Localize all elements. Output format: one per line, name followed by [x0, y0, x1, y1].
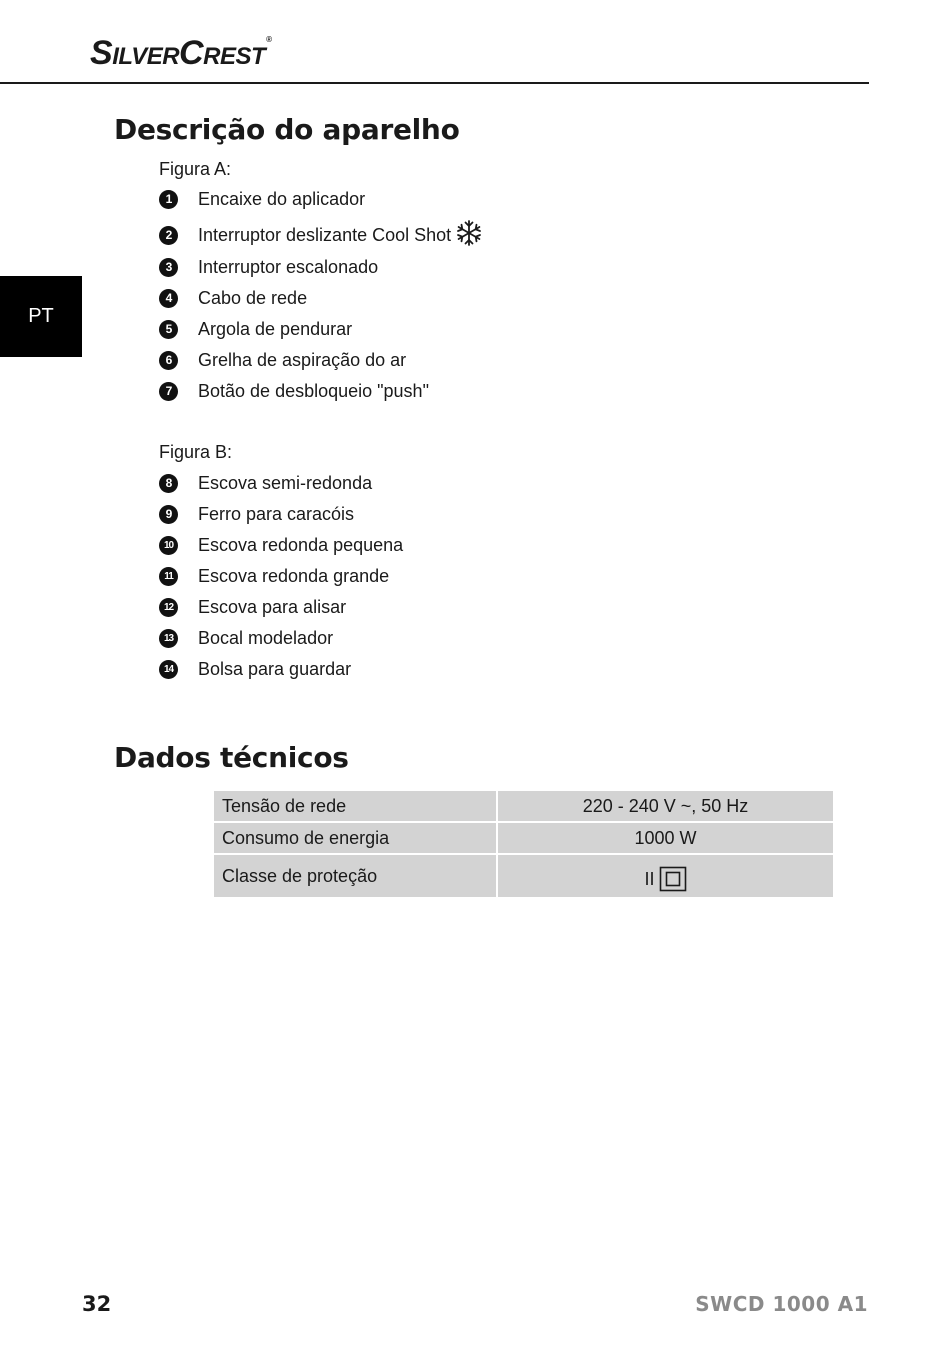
list-item	[159, 380, 429, 402]
list-item	[159, 534, 403, 556]
list-item	[159, 472, 372, 494]
spec-key: Consumo de energia	[213, 822, 497, 854]
header-rule	[0, 82, 869, 84]
list-item	[159, 256, 378, 278]
item-number-badge: 2	[159, 226, 178, 245]
model-number: SWCD 1000 A1	[695, 1292, 868, 1316]
list-item	[159, 224, 483, 246]
item-number-badge: 8	[159, 474, 178, 493]
section-title-tech: Dados técnicos	[114, 741, 349, 774]
brand-logo: SILVERCREST®	[90, 34, 272, 72]
item-number-badge: 5	[159, 320, 178, 339]
table-row	[213, 854, 834, 898]
spec-value: 220 - 240 V ~, 50 Hz	[497, 790, 834, 822]
item-label: Escova para alisar	[198, 596, 347, 617]
item-label: Argola de pendurar	[198, 318, 353, 339]
language-tab	[0, 276, 82, 357]
table-row	[213, 822, 834, 854]
item-label: Escova redonda grande	[198, 565, 390, 586]
snowflake-icon	[455, 219, 483, 251]
language-code: PT	[28, 305, 54, 327]
item-label: Grelha de aspiração do ar	[198, 349, 407, 370]
item-number-badge: 10	[159, 536, 178, 555]
tech-specs-table	[212, 789, 835, 899]
item-label: Encaixe do aplicador	[198, 188, 366, 209]
item-number-badge: 12	[159, 598, 178, 617]
list-item	[159, 658, 351, 680]
item-number-badge: 1	[159, 190, 178, 209]
item-number-badge: 6	[159, 351, 178, 370]
item-label: Interruptor deslizante Cool Shot	[198, 224, 452, 245]
list-item	[159, 349, 406, 371]
double-insulation-icon	[659, 866, 687, 892]
figure-b-caption: Figura B:	[159, 442, 233, 462]
page-number: 32	[82, 1292, 112, 1316]
list-item	[159, 627, 333, 649]
item-number-badge: 3	[159, 258, 178, 277]
spec-key: Classe de proteção	[213, 854, 497, 898]
item-number-badge: 13	[159, 629, 178, 648]
list-item	[159, 287, 307, 309]
list-item	[159, 503, 354, 525]
item-label: Interruptor escalonado	[198, 256, 379, 277]
list-item	[159, 596, 346, 618]
item-number-badge: 4	[159, 289, 178, 308]
item-number-badge: 7	[159, 382, 178, 401]
protection-class-symbol	[644, 866, 686, 892]
item-number-badge: 11	[159, 567, 178, 586]
list-item	[159, 318, 352, 340]
spec-value-cell	[497, 854, 834, 898]
item-label: Escova semi-redonda	[198, 472, 373, 493]
item-number-badge: 14	[159, 660, 178, 679]
table-row	[213, 790, 834, 822]
figure-a-caption: Figura A:	[159, 159, 232, 179]
item-number-badge: 9	[159, 505, 178, 524]
item-label: Bocal modelador	[198, 627, 334, 648]
item-label: Escova redonda pequena	[198, 534, 404, 555]
item-label: Botão de desbloqueio "push"	[198, 380, 429, 401]
item-label: Ferro para caracóis	[198, 503, 355, 524]
protection-class-text: II	[644, 868, 655, 889]
item-label: Cabo de rede	[198, 287, 308, 308]
spec-key: Tensão de rede	[213, 790, 497, 822]
list-item	[159, 188, 365, 210]
spec-value: 1000 W	[497, 822, 834, 854]
section-title-description: Descrição do aparelho	[114, 113, 460, 146]
list-item	[159, 565, 389, 587]
item-label: Bolsa para guardar	[198, 658, 352, 679]
